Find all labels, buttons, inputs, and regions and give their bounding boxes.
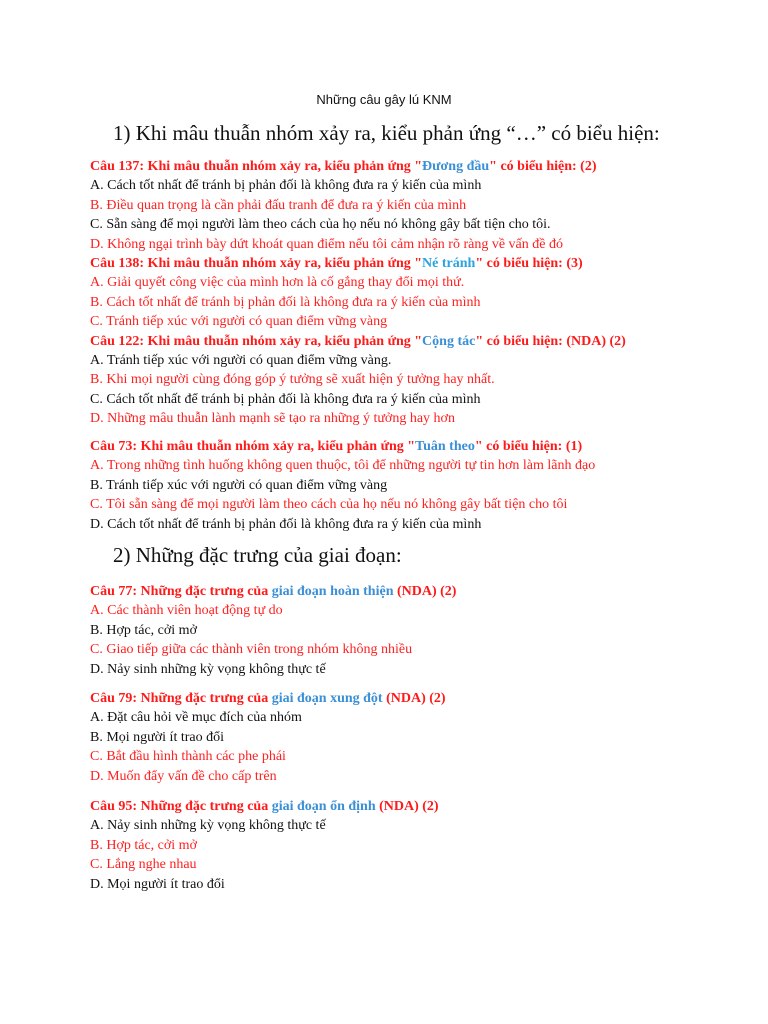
- question-79-keyword: giai đoạn xung đột: [271, 691, 383, 706]
- q95-option-a: A. Nảy sinh những kỳ vọng không thực tế: [90, 818, 326, 834]
- question-79-suffix: (NDA) (2): [382, 691, 446, 706]
- q95-option-d: D. Mọi người ít trao đổi: [90, 876, 225, 892]
- question-137-suffix: " có biểu hiện: (2): [489, 159, 597, 174]
- q137-option-d: D. Không ngại trình bày dứt khoát quan điểm nếu tôi cảm nhận rõ ràng về vấn đề đó: [90, 236, 563, 252]
- q79-option-d: D. Muốn đẩy vấn đề cho cấp trên: [90, 768, 277, 784]
- question-block-5: [90, 797, 750, 894]
- question-77: [90, 582, 750, 601]
- question-77-prefix: Câu 77: Những đặc trưng của: [90, 584, 272, 599]
- question-122-prefix: Câu 122: Khi mâu thuẫn nhóm xảy ra, kiểu phản ứng ": [90, 333, 423, 349]
- q73-option-d: D. Cách tốt nhất để tránh bị phản đối là không đưa ra ý kiến của mình: [90, 516, 482, 532]
- q77-option-c: C. Giao tiếp giữa các thành viên trong nhóm không nhiều: [90, 642, 413, 658]
- q95-option-c: C. Lắng nghe nhau: [90, 857, 197, 873]
- question-73-keyword: Tuân theo: [415, 439, 475, 454]
- question-95: [90, 797, 750, 816]
- q77-option-b: B. Hợp tác, cởi mở: [90, 622, 197, 638]
- q122-option-a: A. Tránh tiếp xúc với người có quan điểm vững vàng.: [90, 353, 392, 369]
- q137-option-b: B. Điều quan trọng là cần phải đấu tranh để đưa ra ý kiến của mình: [90, 197, 467, 213]
- section-2-heading: 2) Những đặc trưng của giai đoạn:: [113, 543, 402, 567]
- q79-option-a: A. Đặt câu hỏi về mục đích của nhóm: [90, 710, 302, 726]
- question-137-keyword: Đương đầu: [422, 159, 490, 174]
- question-138-keyword: Né tránh: [422, 256, 476, 272]
- question-95-prefix: Câu 95: Những đặc trưng của: [90, 799, 272, 814]
- question-138-prefix: Câu 138: Khi mâu thuẫn nhóm xảy ra, kiểu phản ứng ": [90, 256, 423, 272]
- question-138: [90, 254, 750, 273]
- q77-option-d: D. Nảy sinh những kỳ vọng không thực tế: [90, 661, 326, 677]
- question-block-3: [90, 582, 750, 679]
- section-1-heading: 1) Khi mâu thuẫn nhóm xảy ra, kiểu phản ứng “…” có biểu hiện:: [113, 121, 660, 145]
- question-138-suffix: " có biểu hiện: (3): [475, 256, 583, 272]
- q73-option-c: C. Tôi sẵn sàng để mọi người làm theo cách của họ nếu nó không gây bất tiện cho tôi: [90, 497, 568, 513]
- question-122-suffix: " có biểu hiện: (NDA) (2): [475, 333, 626, 349]
- question-79-prefix: Câu 79: Những đặc trưng của: [90, 691, 272, 706]
- q122-option-d: D. Những mâu thuẫn lành mạnh sẽ tạo ra những ý tưởng hay hơn: [90, 411, 455, 427]
- q138-option-c: C. Tránh tiếp xúc với người có quan điểm vững vàng: [90, 314, 388, 330]
- q73-option-a: A. Trong những tình huống không quen thuộc, tôi để những người tự tin hơn làm lãnh đạo: [90, 458, 596, 474]
- question-73-prefix: Câu 73: Khi mâu thuẫn nhóm xảy ra, kiểu phản ứng ": [90, 439, 416, 454]
- q79-option-c: C. Bắt đầu hình thành các phe phái: [90, 749, 286, 765]
- question-block-4: [90, 689, 750, 786]
- question-73-suffix: " có biểu hiện: (1): [474, 439, 583, 454]
- question-block-2: [90, 437, 750, 534]
- q77-option-a: A. Các thành viên hoạt động tự do: [90, 603, 283, 619]
- q79-option-b: B. Mọi người ít trao đổi: [90, 729, 224, 745]
- q95-option-b: B. Hợp tác, cởi mở: [90, 837, 197, 853]
- question-95-keyword: giai đoạn ổn định: [271, 799, 376, 814]
- q73-option-b: B. Tránh tiếp xúc với người có quan điểm vững vàng: [90, 477, 388, 493]
- q138-option-a: A. Giải quyết công việc của mình hơn là cố gắng thay đổi mọi thứ.: [90, 275, 465, 291]
- document-title: Những câu gây lú KNM: [316, 92, 452, 107]
- q137-option-a: A. Cách tốt nhất để tránh bị phản đối là không đưa ra ý kiến của mình: [90, 178, 482, 194]
- question-block-1: [90, 157, 750, 429]
- question-77-keyword: giai đoạn hoàn thiện: [271, 584, 394, 599]
- question-122: [90, 332, 750, 351]
- question-137: [90, 157, 750, 176]
- q122-option-b: B. Khi mọi người cùng đóng góp ý tưởng sẽ xuất hiện ý tưởng hay nhất.: [90, 372, 495, 388]
- q138-option-b: B. Cách tốt nhất để tránh bị phản đối là không đưa ra ý kiến của mình: [90, 294, 481, 310]
- question-79: [90, 689, 750, 708]
- question-77-suffix: (NDA) (2): [393, 584, 457, 599]
- q137-option-c: C. Sẵn sàng để mọi người làm theo cách của họ nếu nó không gây bất tiện cho tôi.: [90, 217, 551, 233]
- question-122-keyword: Cộng tác: [422, 333, 476, 349]
- question-95-suffix: (NDA) (2): [375, 799, 439, 814]
- question-73: [90, 437, 750, 456]
- q122-option-c: C. Cách tốt nhất để tránh bị phản đối là không đưa ra ý kiến của mình: [90, 391, 481, 407]
- question-137-prefix: Câu 137: Khi mâu thuẫn nhóm xảy ra, kiểu phản ứng ": [90, 159, 423, 174]
